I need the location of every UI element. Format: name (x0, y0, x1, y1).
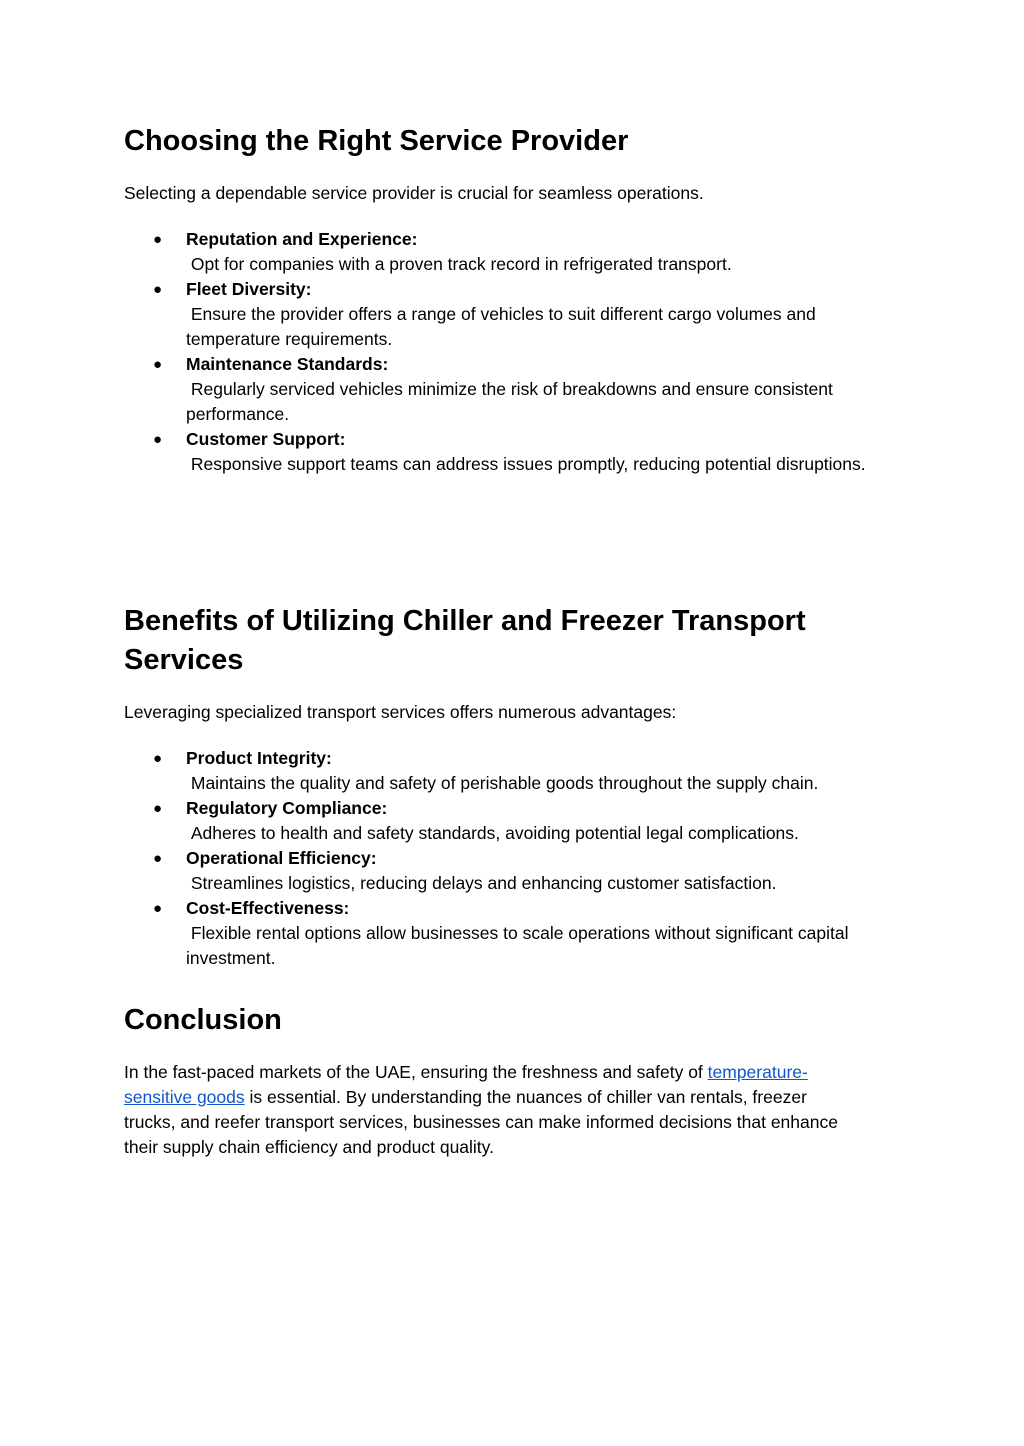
bullet-icon: ● (153, 231, 163, 248)
list-item (124, 796, 904, 846)
item-description: Flexible rental options allow businesses to scale operations without significant capital investment. (186, 923, 854, 968)
bullet-icon: ● (153, 850, 163, 867)
conclusion-paragraph (124, 1060, 844, 1160)
bullet-icon: ● (153, 431, 163, 448)
section-heading: Conclusion (124, 1004, 282, 1036)
item-term: Maintenance Standards: (186, 354, 389, 374)
item-term: Regulatory Compliance: (186, 798, 388, 818)
bullet-icon: ● (153, 356, 163, 373)
item-term: Reputation and Experience: (186, 229, 418, 249)
item-term: Product Integrity: (186, 748, 332, 768)
item-description: Regularly serviced vehicles minimize the risk of breakdowns and ensure consistent performance. (186, 379, 838, 424)
bullet-list (124, 746, 904, 971)
item-description: Ensure the provider offers a range of vehicles to suit different cargo volumes and temperature requirements. (186, 304, 821, 349)
item-description: Adheres to health and safety standards, avoiding potential legal complications. (186, 823, 799, 843)
bullet-icon: ● (153, 281, 163, 298)
section-intro: Leveraging specialized transport services offers numerous advantages: (124, 702, 677, 722)
item-description: Maintains the quality and safety of perishable goods throughout the supply chain. (186, 773, 819, 793)
list-item (124, 227, 904, 277)
list-item (124, 746, 904, 796)
bullet-list (124, 227, 904, 477)
list-item (124, 427, 904, 477)
bullet-icon: ● (153, 800, 163, 817)
paragraph-text: In the fast-paced markets of the UAE, ensuring the freshness and safety of (124, 1062, 708, 1082)
list-item (124, 896, 904, 971)
item-term: Operational Efficiency: (186, 848, 377, 868)
item-term: Fleet Diversity: (186, 279, 312, 299)
item-term: Customer Support: (186, 429, 346, 449)
item-description: Opt for companies with a proven track record in refrigerated transport. (186, 254, 732, 274)
bullet-icon: ● (153, 750, 163, 767)
list-item (124, 846, 904, 896)
item-description: Responsive support teams can address issues promptly, reducing potential disruptions. (186, 454, 866, 474)
paragraph-text: is essential. By understanding the nuances of chiller van rentals, freezer trucks, and reefer transport services, businesses can make informed decisions that enhance their supply chain efficiency and product quality. (124, 1087, 838, 1157)
item-term: Cost-Effectiveness: (186, 898, 350, 918)
item-description: Streamlines logistics, reducing delays and enhancing customer satisfaction. (186, 873, 777, 893)
list-item (124, 352, 904, 427)
list-item (124, 277, 904, 352)
temperature-sensitive-goods-link[interactable]: temperature-sensitive goods (124, 1062, 808, 1107)
section-heading: Choosing the Right Service Provider (124, 125, 629, 157)
bullet-icon: ● (153, 900, 163, 917)
section-intro: Selecting a dependable service provider is crucial for seamless operations. (124, 183, 704, 203)
section-heading: Benefits of Utilizing Chiller and Freezer Transport Services (124, 605, 806, 676)
